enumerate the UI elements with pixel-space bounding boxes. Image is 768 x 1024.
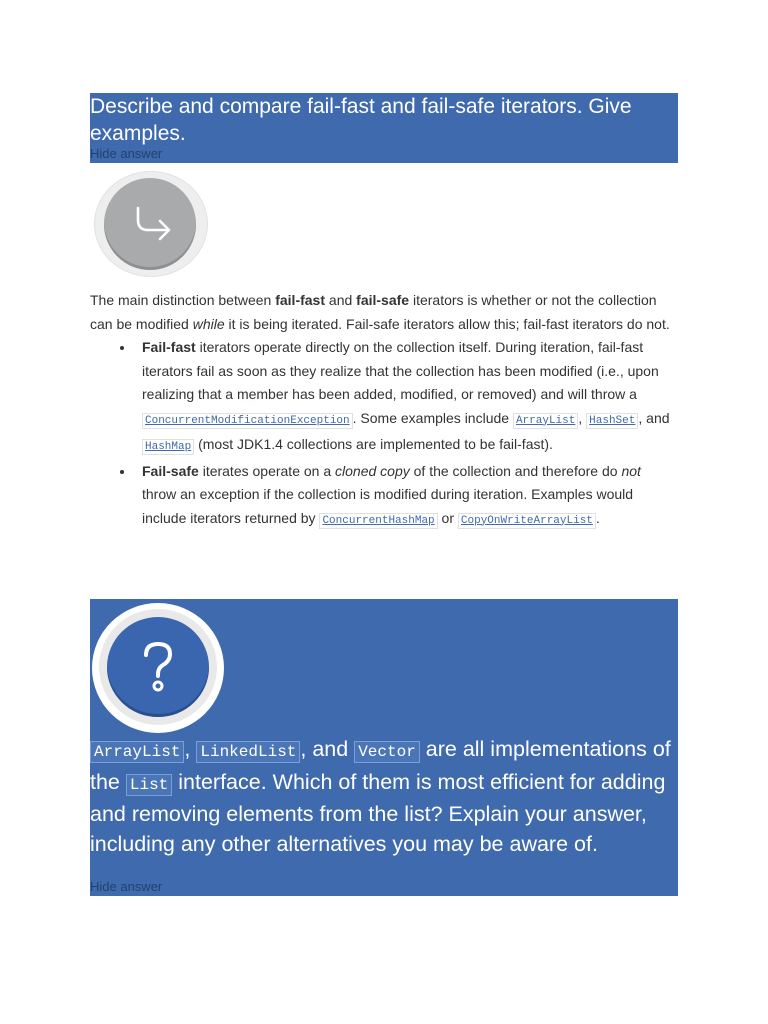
answer-intro: The main distinction between fail-fast and fail-safe iterators is whether or not the collection can be modified while it is being iterated. Fail-safe iterators allow this; fail-fast iterators do not. <box>90 292 670 332</box>
list-item-fail-safe: • Fail-safe iterates operate on a cloned copy of the collection and therefore do not throw an exception if the collection is modified during iteration. Examples would include iterators returned by ConcurrentHashMap or CopyOnWriteArrayList . <box>135 460 678 534</box>
code-term: Vector <box>354 741 420 763</box>
code-link[interactable]: HashSet <box>586 413 638 429</box>
question-2-title: ArrayList , LinkedList , and Vector are all implementations of the List interface. Which of them is most efficient for adding and removing elements from the list? Explain your answer, including any other alternatives you may be aware of. <box>90 737 671 856</box>
hide-answer-link[interactable]: Hide answer <box>90 146 163 161</box>
code-link[interactable]: ConcurrentHashMap <box>319 513 437 529</box>
question-mark-icon <box>92 603 224 733</box>
code-link[interactable]: ArrayList <box>513 413 578 429</box>
question-1-header <box>90 93 678 163</box>
code-link[interactable]: ConcurrentModificationException <box>142 413 353 429</box>
hide-answer-link[interactable]: Hide answer <box>90 879 163 894</box>
code-term: ArrayList <box>90 741 184 763</box>
answer-1 <box>90 289 678 533</box>
question-1-title: Describe and compare fail-fast and fail-safe iterators. Give examples. <box>90 95 632 145</box>
code-term: LinkedList <box>196 741 300 763</box>
answer-list <box>90 336 678 533</box>
list-item-fail-fast: • Fail-fast iterators operate directly on the collection itself. During iteration, fail-fast iterators fail as soon as they realize that the collection has been modified (i.e., upon realizing that a member has been added, modified, or removed) and will throw a ConcurrentModificationException . Some examples include ArrayList , HashSet , and HashMap (most JDK1.4 collections are implemented to be fail-fast). <box>135 336 678 460</box>
code-term: List <box>126 774 172 796</box>
redo-arrow-icon <box>95 172 207 276</box>
code-link[interactable]: CopyOnWriteArrayList <box>458 513 596 529</box>
code-link[interactable]: HashMap <box>142 439 194 455</box>
question-2-header <box>90 599 678 896</box>
